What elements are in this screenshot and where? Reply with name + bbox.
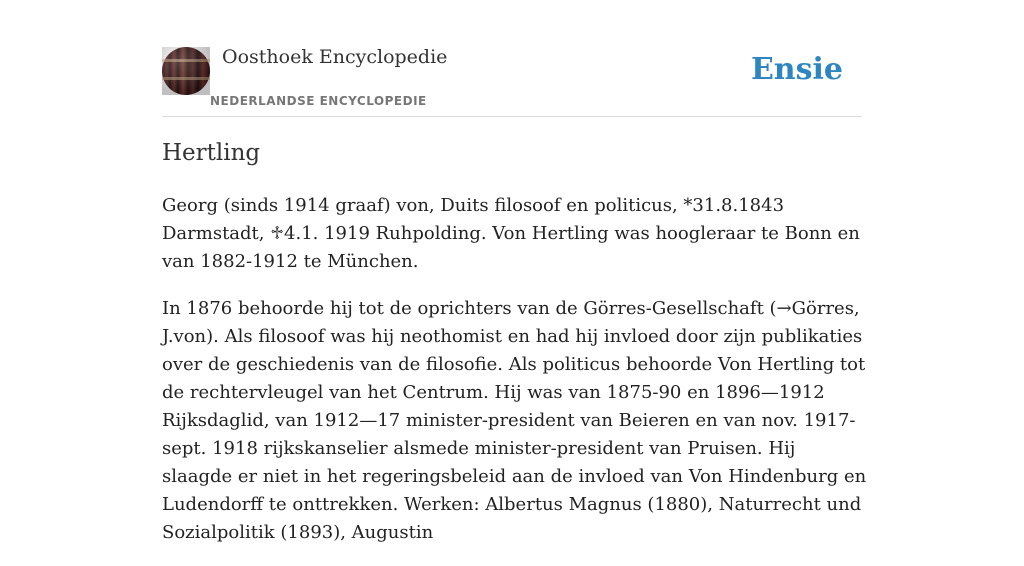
logo-shade: [162, 47, 210, 95]
article-title: Hertling: [162, 140, 261, 166]
article-paragraph: Georg (sinds 1914 graaf) von, Duits filosoof en politicus, *31.8.1843 Darmstadt, ♱4.1. 1919 Ruhpolding. Von Hertling was hoogleraar te Bonn en van 1882-1912 te München.: [162, 195, 860, 272]
page: [162, 0, 867, 543]
article-paragraph: In 1876 behoorde hij tot de oprichters van de Görres-Gesellschaft (→Görres, J.von). Als filosoof was hij neothomist en had hij invloed door zijn publikaties over de geschiedenis van de filosofie. Als politicus behoorde Von Hertling tot de rechtervleugel van het Centrum. Hij was van 1875-90 en 1896—1912 Rijksdaglid, van 1912—17 minister-president van Beieren en van nov. 1917-sept. 1918 rijkskanselier alsmede minister-president van Pruisen. Hij slaagde er niet in het regeringsbeleid aan de invloed van Von Hindenburg en Ludendorff te onttrekken. Werken: Albertus Magnus (1880), Naturrecht und Sozialpolitik (1893), Augustin: [162, 298, 867, 543]
article-body: [162, 192, 867, 566]
site-title[interactable]: Oosthoek Encyclopedie: [222, 46, 448, 68]
site-subtitle: NEDERLANDSE ENCYCLOPEDIE: [210, 94, 427, 108]
site-header: [162, 0, 862, 117]
encyclopedia-books-logo-icon[interactable]: [162, 47, 210, 95]
ensie-brand-link[interactable]: Ensie: [750, 52, 843, 87]
